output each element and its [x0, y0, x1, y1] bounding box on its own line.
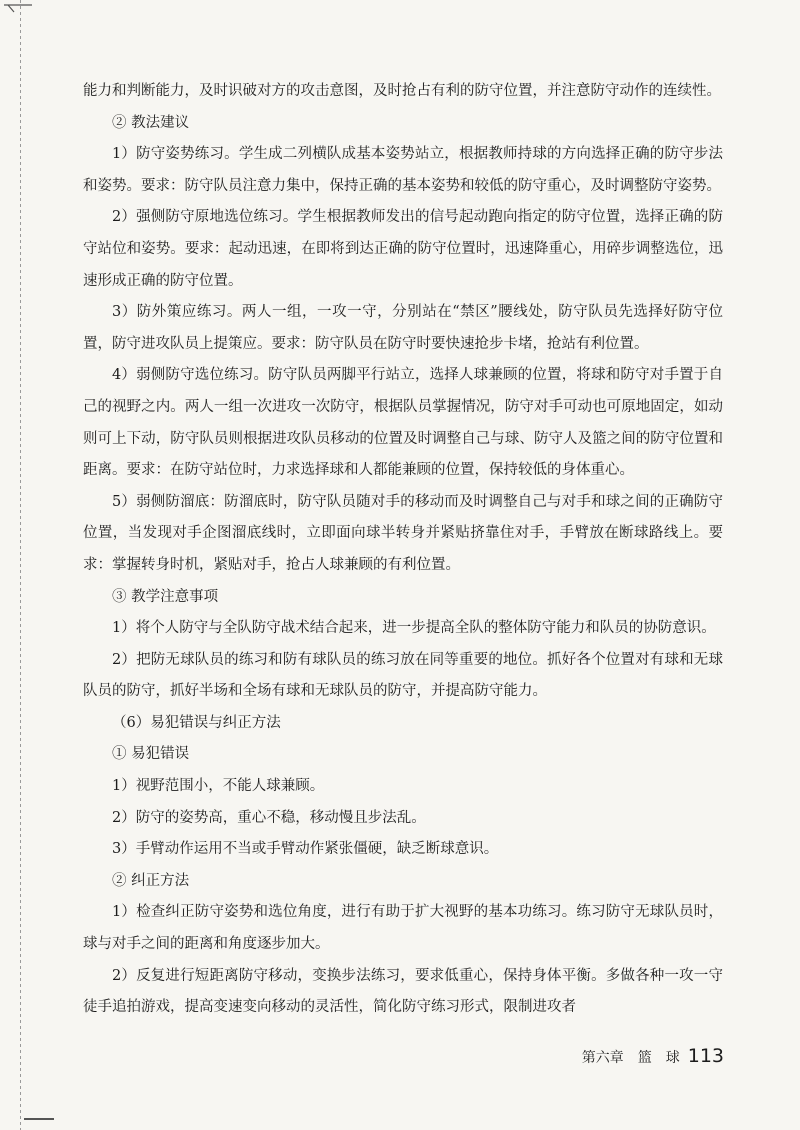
paragraph-correction-1: 1）检查纠正防守姿势和选位角度，进行有助于扩大视野的基本功练习。练习防守无球队员时，球与对手之间的距离和角度逐步加大。	[83, 904, 723, 953]
page-number: 113	[687, 1045, 724, 1067]
page-footer	[560, 1037, 724, 1067]
paragraph-drill-1: 1）防守姿势练习。学生成二列横队成基本姿势站立，根据教师持球的方向选择正确的防守步法和姿势。要求：防守队员注意力集中，保持正确的基本姿势和较低的防守重心，及时调整防守姿势。	[83, 146, 723, 194]
paragraph-drill-3: 3）防外策应练习。两人一组，一攻一守，分别站在“禁区”腰线处，防守队员先选择好防守位置，防守进攻队员上提策应。要求：防守队员在防守时要快速抢步卡堵，抢站有利位置。	[83, 304, 723, 352]
list-item-error-3: 3）手臂动作运用不当或手臂动作紧张僵硬，缺乏断球意识。	[112, 841, 499, 858]
heading-common-errors-section: （6）易犯错误与纠正方法	[112, 714, 281, 731]
paragraph-correction-2: 2）反复进行短距离防守移动，变换步法练习，要求低重心，保持身体平衡。多做各种一攻一守徒手追拍游戏，提高变速变向移动的灵活性，简化防守练习形式，限制进攻者	[83, 967, 723, 1016]
paragraph-continuation: 能力和判断能力，及时识破对方的攻击意图，及时抢占有利的防守位置，并注意防守动作的连续性。	[83, 83, 721, 99]
page-body	[83, 76, 723, 1024]
bottom-crop-mark	[24, 1118, 54, 1120]
footer-chapter-title: 第六章 篮 球	[581, 1050, 680, 1066]
corner-crop-mark	[4, 4, 34, 14]
paragraph-drill-4: 4）弱侧防守选位练习。防守队员两脚平行站立，选择人球兼顾的位置，将球和防守对手置于自己的视野之内。两人一组一次进攻一次防守，根据队员掌握情况，防守对手可动也可原地固定，如动则可上下动，防守队员则根据进攻队员移动的位置及时调整自己与球、防守人及篮之间的防守位置和距离。要求：在防守站位时，力求选择球和人都能兼顾的位置，保持较低的身体重心。	[83, 367, 723, 479]
binding-edge	[20, 0, 21, 1130]
paragraph-drill-2: 2）强侧防守原地选位练习。学生根据教师发出的信号起动跑向指定的防守位置，选择正确的防守站位和姿势。要求：起动迅速，在即将到达正确的防守位置时，迅速降重心，用碎步调整选位，迅速形成正确的防守位置。	[83, 209, 723, 289]
list-item-error-1: 1）视野范围小，不能人球兼顾。	[112, 778, 325, 795]
paragraph-note-1: 1）将个人防守与全队防守战术结合起来，进一步提高全队的整体防守能力和队员的协防意识。	[112, 620, 716, 637]
heading-corrections: ② 纠正方法	[112, 872, 190, 889]
list-item-error-2: 2）防守的姿势高，重心不稳，移动慢且步法乱。	[112, 809, 426, 826]
paragraph-drill-5: 5）弱侧防溜底：防溜底时，防守队员随对手的移动而及时调整自己与对手和球之间的正确防守位置，当发现对手企图溜底线时，立即面向球半转身并紧贴挤靠住对手，手臂放在断球路线上。要求：掌握转身时机，紧贴对手，抢占人球兼顾的有利位置。	[83, 493, 723, 573]
heading-common-errors: ① 易犯错误	[112, 746, 190, 763]
paragraph-note-2: 2）把防无球队员的练习和防有球队员的练习放在同等重要的地位。抓好各个位置对有球和无球队员的防守，抓好半场和全场有球和无球队员的防守，并提高防守能力。	[83, 651, 723, 700]
heading-teaching-notes: ③ 教学注意事项	[112, 588, 219, 605]
heading-teaching-suggestions: ② 教法建议	[112, 114, 190, 131]
